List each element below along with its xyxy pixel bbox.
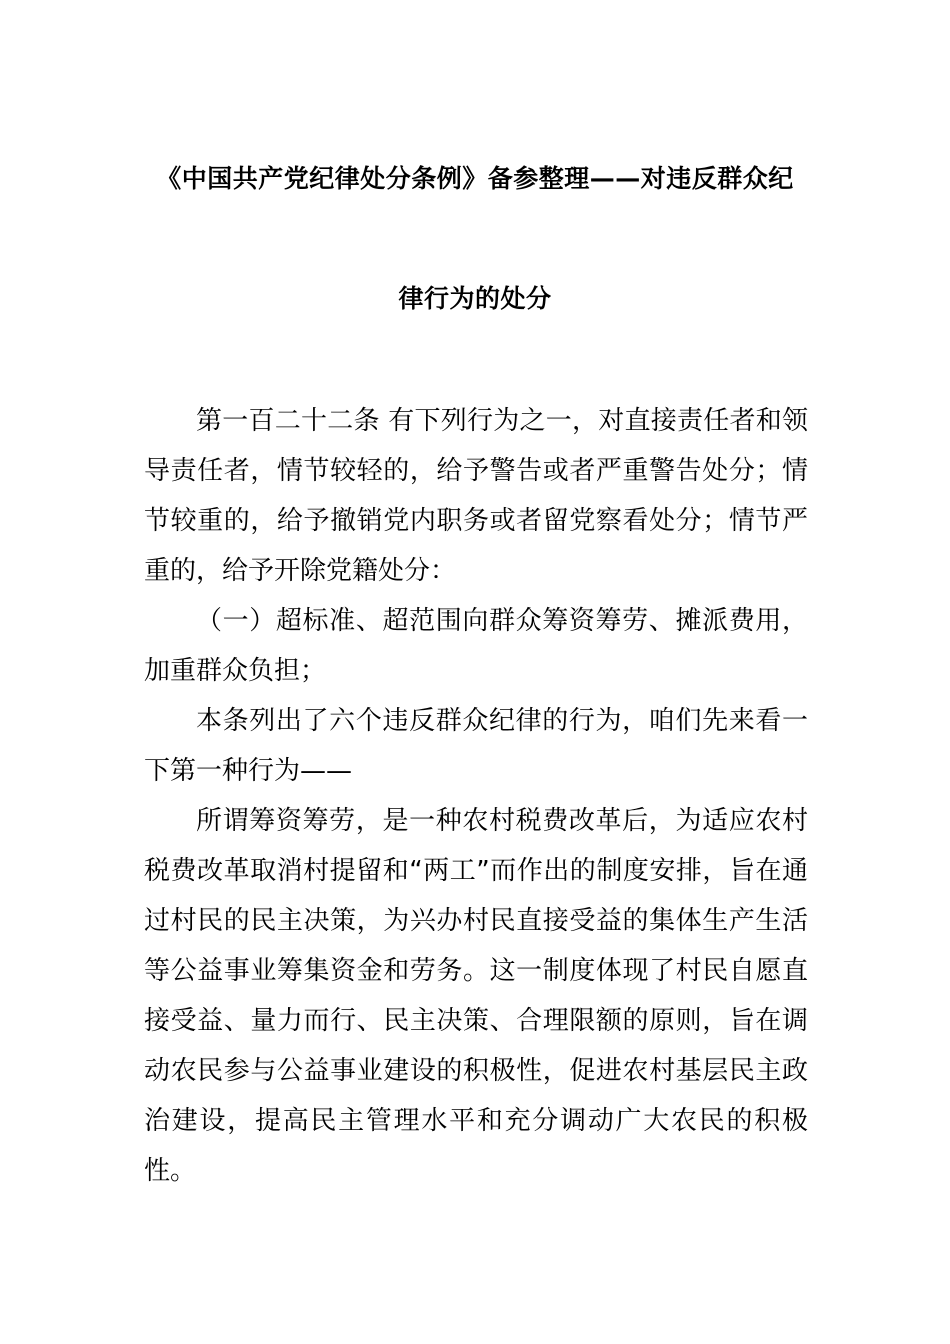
document-title-line-2: 律行为的处分	[398, 284, 552, 313]
document-body	[144, 396, 808, 1196]
document-title-line-1: 《中国共产党纪律处分条例》备参整理——对违反群众纪	[156, 164, 794, 193]
paragraph-article-122: 第一百二十二条 有下列行为之一，对直接责任者和领导责任者，情节较轻的，给予警告或者严重警告处分；情节较重的，给予撤销党内职务或者留党察看处分；情节严重的，给予开除党籍处分：	[144, 406, 808, 586]
paragraph-intro: 本条列出了六个违反群众纪律的行为，咱们先来看一下第一种行为——	[144, 706, 808, 786]
paragraph-item-1: （一）超标准、超范围向群众筹资筹劳、摊派费用，加重群众负担；	[144, 606, 808, 686]
paragraph-explanation: 所谓筹资筹劳，是一种农村税费改革后，为适应农村税费改革取消村提留和“两工”而作出的制度安排，旨在通过村民的民主决策，为兴办村民直接受益的集体生产生活等公益事业筹集资金和劳务。这一制度体现了村民自愿直接受益、量力而行、民主决策、合理限额的原则，旨在调动农民参与公益事业建设的积极性，促进农村基层民主政治建设，提高民主管理水平和充分调动广大农民的积极性。	[144, 806, 808, 1186]
